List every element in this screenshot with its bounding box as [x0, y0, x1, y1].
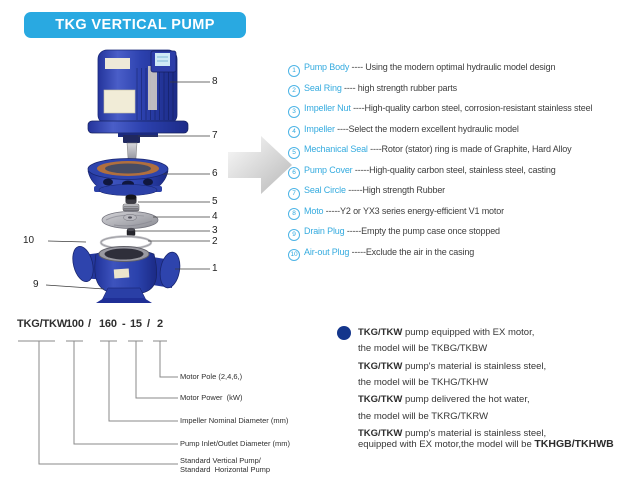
item-number-badge: 9: [288, 229, 300, 241]
model-code-diagram-lines: [14, 336, 194, 476]
pump-exploded-illustration: [20, 40, 235, 310]
callout-number-10: 10: [23, 235, 35, 246]
model-code-sep: -: [122, 318, 126, 330]
parts-list-item: 4 Impeller ----Select the modern excellent hydraulic model: [288, 119, 592, 140]
callout-impeller-dia: Impeller Nominal Diameter (mm): [180, 416, 289, 425]
callout-motor-pole: Motor Pole (2,4,6,): [180, 372, 243, 381]
model-code-pole: 2: [157, 318, 163, 330]
page-title-banner: [24, 12, 246, 38]
parts-list-item: 7 Seal Circle -----High strength Rubber: [288, 180, 592, 201]
parts-list-item: 8 Moto -----Y2 or YX3 series energy-efficient V1 motor: [288, 201, 592, 222]
right-arrow-icon: [228, 136, 292, 194]
model-code-power: 15: [130, 318, 142, 330]
parts-list-item: 6 Pump Cover -----High-quality carbon steel, stainless steel, casting: [288, 160, 592, 181]
model-code-size1: 100: [66, 318, 84, 330]
page-title: TKG VERTICAL PUMP: [55, 17, 215, 33]
note-line: TKG/TKW pump's material is stainless steel,: [358, 361, 547, 372]
note-line: TKG/TKW pump delivered the hot water,: [358, 394, 530, 405]
callout-number-8: 8: [212, 76, 218, 87]
callout-series-line1: Standard Vertical Pump/: [180, 456, 261, 465]
callout-number-4: 4: [212, 211, 218, 222]
note-line: TKG/TKW pump's material is stainless steel,: [358, 428, 547, 439]
item-number-badge: 1: [288, 65, 300, 77]
item-number-badge: 7: [288, 188, 300, 200]
motor-part: [88, 50, 188, 137]
item-number-badge: 8: [288, 208, 300, 220]
parts-list-item: 2 Seal Ring ---- high strength rubber parts: [288, 78, 592, 99]
item-number-badge: 2: [288, 85, 300, 97]
impeller-part: [102, 212, 158, 229]
callout-number-3: 3: [212, 225, 218, 236]
model-code-sep: /: [88, 318, 91, 330]
model-code-series: TKG/TKW: [17, 318, 67, 330]
callout-number-7: 7: [212, 130, 218, 141]
model-code-sep: /: [147, 318, 150, 330]
callout-number-9: 9: [33, 279, 39, 290]
model-code-size2: 160: [99, 318, 117, 330]
item-number-badge: 5: [288, 147, 300, 159]
note-line: the model will be TKHG/TKHW: [358, 377, 489, 388]
note-line: the model will be TKRG/TKRW: [358, 411, 489, 422]
bullet-icon: [337, 326, 351, 340]
item-number-badge: 3: [288, 106, 300, 118]
parts-list-item: 10 Air-out Plug -----Exclude the air in the casing: [288, 242, 592, 263]
parts-list-item: 1 Pump Body ---- Using the modern optimal hydraulic model design: [288, 57, 592, 78]
pump-body-part: [69, 244, 182, 303]
callout-number-2: 2: [212, 236, 218, 247]
pump-cover-part: [88, 159, 168, 196]
parts-list: [288, 57, 592, 262]
note-line: the model will be TKBG/TKBW: [358, 343, 488, 354]
callout-number-1: 1: [212, 263, 218, 274]
item-number-badge: 6: [288, 167, 300, 179]
callout-inlet-outlet: Pump Inlet/Outlet Diameter (mm): [180, 439, 291, 448]
item-number-badge: 10: [288, 249, 300, 261]
callout-number-5: 5: [212, 196, 218, 207]
impeller-nut-part: [127, 228, 135, 236]
callout-series-line2: Standard Horizontal Pump: [180, 465, 271, 474]
callout-number-6: 6: [212, 168, 218, 179]
parts-list-item: 5 Mechanical Seal ----Rotor (stator) ring is made of Graphite, Hard Alloy: [288, 139, 592, 160]
note-line: TKG/TKW pump equipped with EX motor,: [358, 327, 535, 338]
item-number-badge: 4: [288, 126, 300, 138]
note-line: equipped with EX motor,the model will be TKHGB/TKHWB: [358, 438, 614, 450]
callout-motor-power: Motor Power (kW): [180, 393, 243, 402]
parts-list-item: 9 Drain Plug -----Empty the pump case once stopped: [288, 221, 592, 242]
parts-list-item: 3 Impeller Nut ----High-quality carbon steel, corrosion-resistant stainless steel: [288, 98, 592, 119]
